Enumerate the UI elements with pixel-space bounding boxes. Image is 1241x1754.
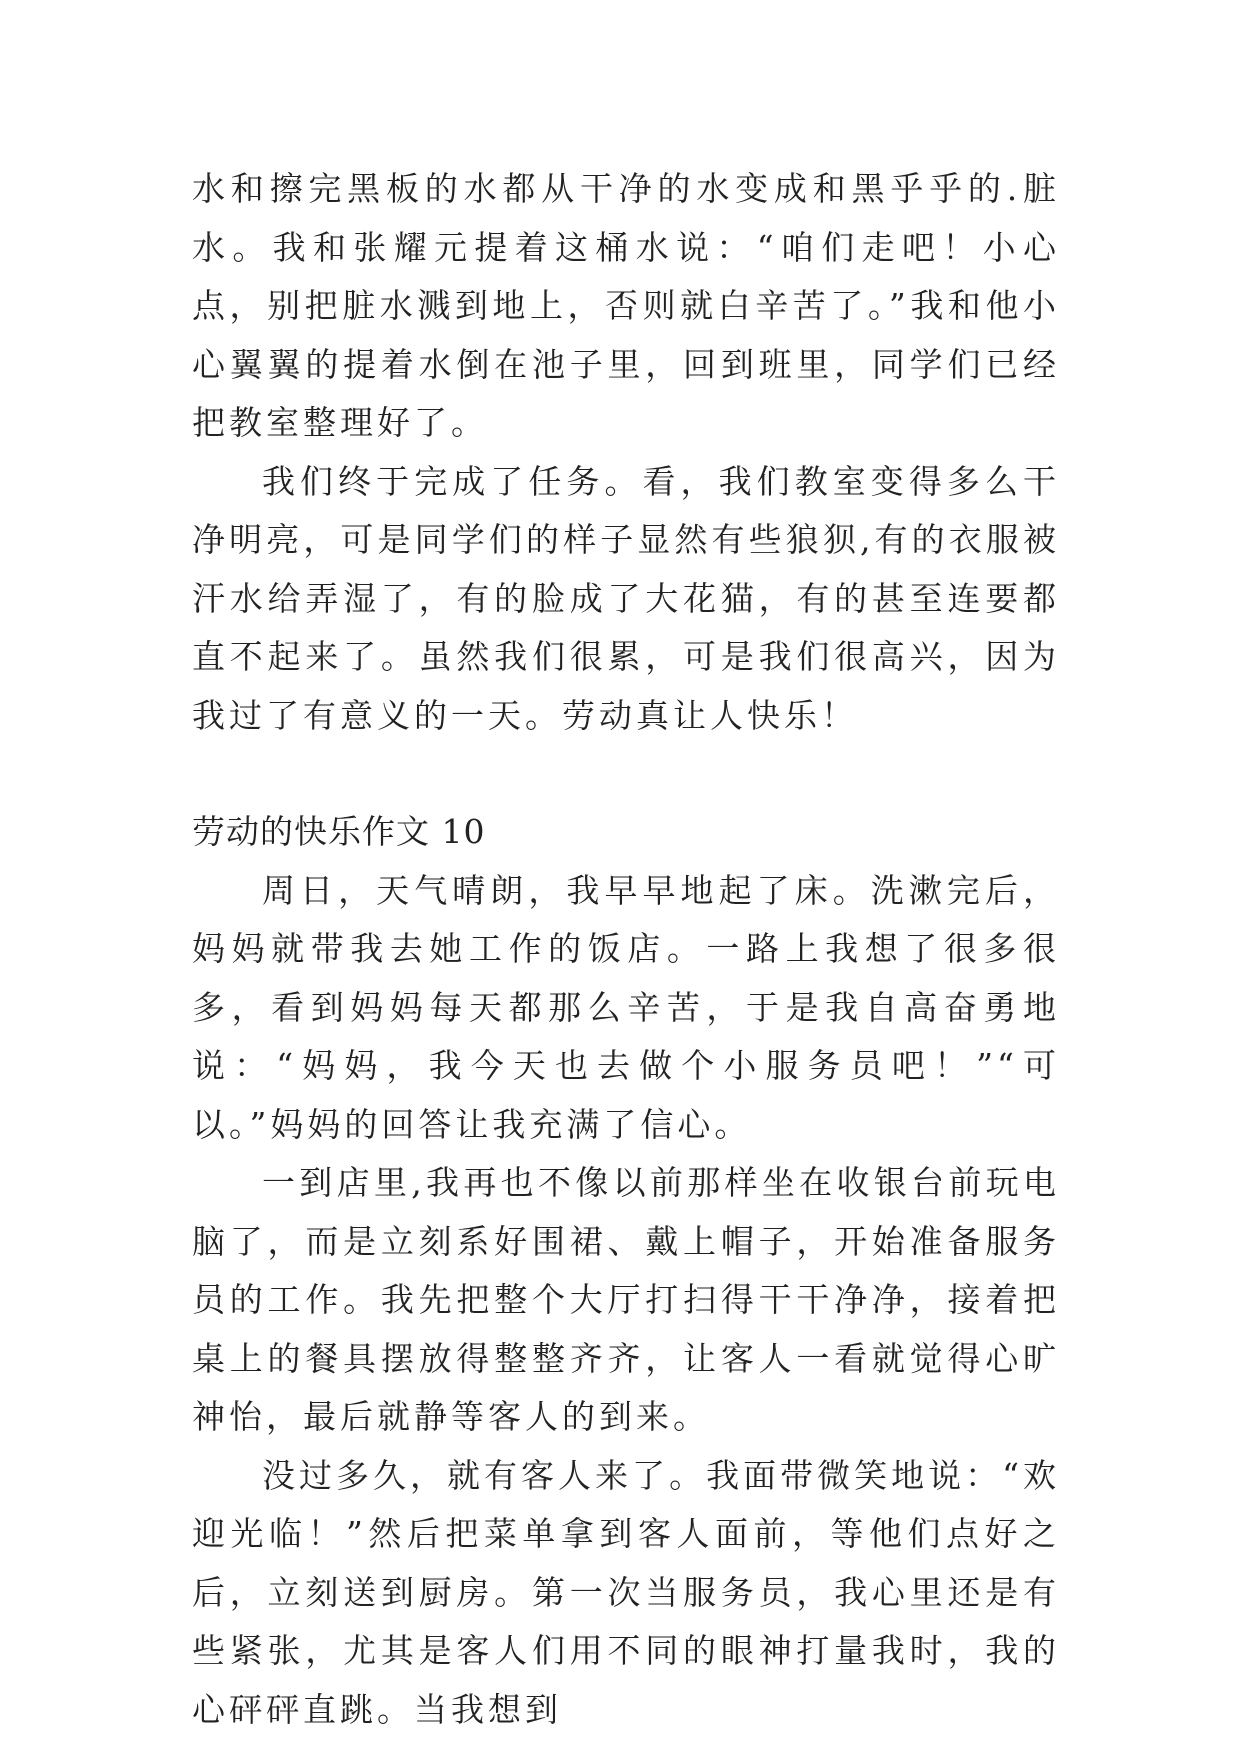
- paragraph-continued: 水和擦完黑板的水都从干净的水变成和黑乎乎的.脏水。我和张耀元提着这桶水说：“咱们走吧！小心点，别把脏水溅到地上，否则就白辛苦了。”我和他小心翼翼的提着水倒在池子里，回到班里，同学们已经把教室整理好了。: [192, 169, 1060, 442]
- document-body: [192, 160, 1060, 1739]
- paragraph: 周日，天气晴朗，我早早地起了床。洗漱完后，妈妈就带我去她工作的饭店。一路上我想了很多很多，看到妈妈每天都那么辛苦，于是我自高奋勇地说：“妈妈，我今天也去做个小服务员吧！”“可以。”妈妈的回答让我充满了信心。: [192, 870, 1060, 1144]
- paragraph: 没过多久，就有客人来了。我面带微笑地说：“欢迎光临！”然后把菜单拿到客人面前，等他们点好之后，立刻送到厨房。第一次当服务员，我心里还是有些紧张，尤其是客人们用不同的眼神打量我时，我的心砰砰直跳。当我想到: [192, 1455, 1060, 1729]
- essay-heading: 劳动的快乐作文 10: [192, 812, 486, 851]
- paragraph: 一到店里,我再也不像以前那样坐在收银台前玩电脑了，而是立刻系好围裙、戴上帽子，开始准备服务员的工作。我先把整个大厅打扫得干干净净，接着把桌上的餐具摆放得整整齐齐，让客人一看就觉得心旷神怡，最后就静等客人的到来。: [192, 1163, 1060, 1436]
- paragraph: 我们终于完成了任务。看，我们教室变得多么干净明亮，可是同学们的样子显然有些狼狈,有的衣服被汗水给弄湿了，有的脸成了大花猫，有的甚至连要都直不起来了。虽然我们很累，可是我们很高兴，因为我过了有意义的一天。劳动真让人快乐！: [192, 461, 1060, 735]
